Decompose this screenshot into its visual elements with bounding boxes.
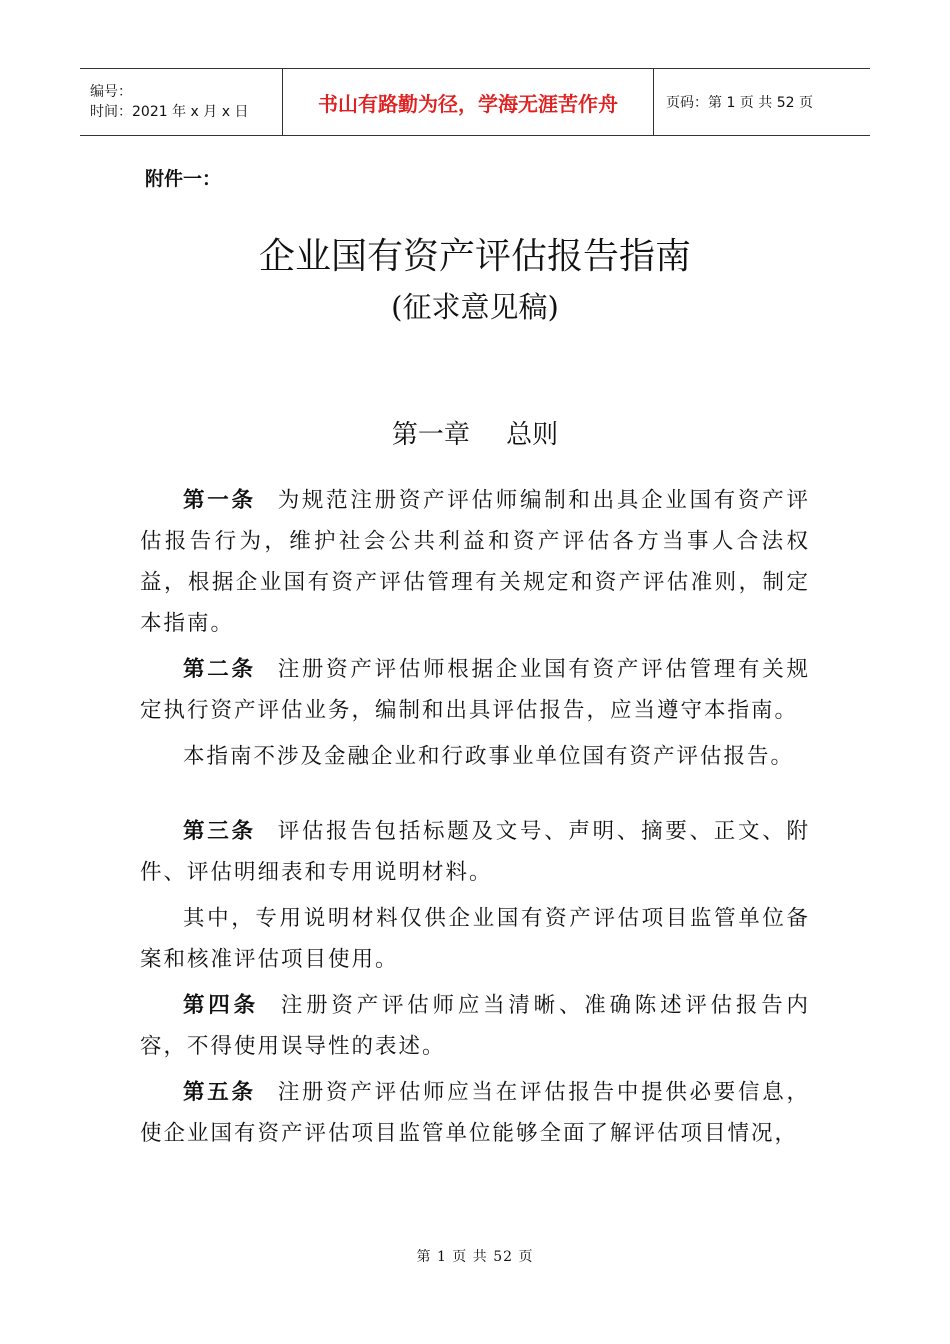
article-text: 评估报告包括标题及文号、声明、摘要、正文、附件、评估明细表和专用说明材料。 [140,819,810,885]
page-footer: 第 1 页 共 52 页 [416,1249,534,1265]
chapter-heading [0,414,950,451]
article-label: 第二条 [183,657,256,682]
document-subtitle: (征求意见稿) [391,290,559,324]
article-4 [140,985,810,1067]
motto-text: 书山有路勤为径，学海无涯苦作舟 [318,91,618,116]
article-label: 第五条 [183,1080,256,1105]
document-title: 企业国有资产评估报告指南 [258,236,691,277]
article-3-paragraph [140,898,810,980]
article-label: 第四条 [183,993,259,1018]
article-text: 注册资产评估师应当清晰、准确陈述评估报告内容，不得使用误导性的表述。 [140,993,810,1059]
article-3 [140,811,810,893]
header-table [80,68,870,136]
time-label: 时间：2021 年 x 月 x 日 [90,104,249,120]
chapter-name: 总则 [506,420,559,450]
article-text: 注册资产评估师根据企业国有资产评估管理有关规定执行资产评估业务，编制和出具评估报告，应当遵守本指南。 [140,657,810,723]
article-text: 为规范注册资产评估师编制和出具企业国有资产评估报告行为，维护社会公共利益和资产评估各方当事人合法权益，根据企业国有资产评估管理有关规定和资产评估准则，制定本指南。 [140,488,810,636]
header-meta-cell [80,69,282,135]
article-text: 注册资产评估师应当在评估报告中提供必要信息，使企业国有资产评估项目监管单位能够全面了解评估项目情况， [140,1080,810,1146]
article-5 [140,1072,810,1154]
article-label: 第一条 [183,488,256,513]
chapter-number: 第一章 [391,420,470,450]
article-2-paragraph [140,736,810,777]
motto-cell [282,69,654,135]
page-info-cell [654,69,870,135]
page-info-text: 页码：第 1 页 共 52 页 [666,95,813,111]
article-text: 本指南不涉及金融企业和行政事业单位国有资产评估报告。 [183,744,795,769]
article-label: 第三条 [183,819,256,844]
attachment-label: 附件一： [145,168,222,190]
number-label: 编号： [90,84,132,100]
article-2 [140,649,810,731]
document-body [140,480,810,1159]
article-1 [140,480,810,644]
article-text: 其中，专用说明材料仅供企业国有资产评估项目监管单位备案和核准评估项目使用。 [140,906,810,972]
